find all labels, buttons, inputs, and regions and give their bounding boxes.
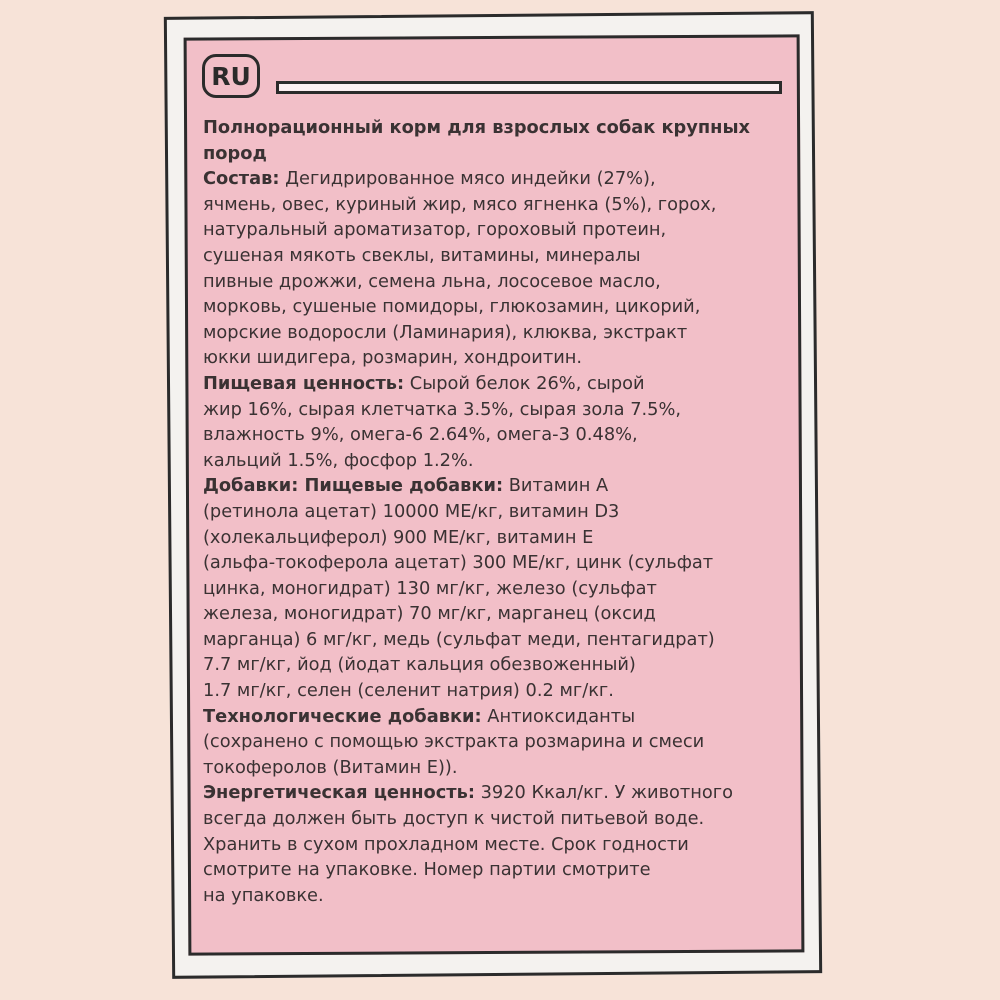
composition-line-7: морские водоросли (Ламинария), клюква, экстракт <box>203 321 688 343</box>
additives-line-9: 1.7 мг/кг, селен (селенит натрия) 0.2 мг/кг. <box>203 680 614 702</box>
additives-line-2: (ретинола ацетат) 10000 МЕ/кг, витамин D3 <box>203 500 620 522</box>
additives-line-7: марганца) 6 мг/кг, медь (сульфат меди, пентагидрат) <box>203 628 715 650</box>
composition-line-6: морковь, сушеные помидоры, глюкозамин, цикорий, <box>203 296 701 318</box>
product-title-line-2: пород <box>203 142 267 164</box>
energy-line-2: всегда должен быть доступ к чистой питьевой воде. <box>203 808 705 830</box>
composition-heading: Состав: <box>203 168 280 190</box>
additives-heading: Добавки: Пищевые добавки: <box>203 475 504 497</box>
composition-line-3: натуральный ароматизатор, гороховый протеин, <box>203 219 667 241</box>
additives-line-6: железа, моногидрат) 70 мг/кг, марганец (оксид <box>203 603 656 625</box>
energy-heading: Энергетическая ценность: <box>203 782 475 804</box>
product-title-line-1: Полнорационный корм для взрослых собак крупных <box>203 117 750 138</box>
nutrition-line-3: влажность 9%, омега-6 2.64%, омега-3 0.48%, <box>203 424 638 446</box>
tech-additives-line-1 <box>203 704 803 730</box>
additives-line-8: 7.7 мг/кг, йод (йодат кальция обезвоженный) <box>203 654 636 676</box>
tech-additives-line-3: токоферолов (Витамин Е)). <box>203 756 458 778</box>
additives-line-1 <box>203 473 803 499</box>
composition-line-4: сушеная мякоть свеклы, витамины, минералы <box>203 244 641 266</box>
additives-line-4: (альфа-токоферола ацетат) 300 МЕ/кг, цинк (сульфат <box>203 552 714 574</box>
energy-line-4: смотрите на упаковке. Номер партии смотрите <box>203 859 651 881</box>
additives-line-5: цинка, моногидрат) 130 мг/кг, железо (сульфат <box>203 577 657 599</box>
composition-text: Дегидрированное мясо индейки (27%), <box>279 168 656 190</box>
label-text <box>203 115 803 908</box>
tech-additives-text: Антиоксиданты <box>481 705 636 727</box>
composition-line-8: юкки шидигера, розмарин, хондроитин. <box>203 347 583 369</box>
nutrition-text: Сырой белок 26%, сырой <box>404 372 645 394</box>
additives-text: Витамин А <box>503 475 609 497</box>
additives-line-3: (холекальциферол) 900 МЕ/кг, витамин Е <box>203 526 594 548</box>
language-badge: RU <box>202 54 260 98</box>
tech-additives-line-2: (сохранено с помощью экстракта розмарина и смеси <box>203 731 705 753</box>
energy-line-3: Хранить в сухом прохладном месте. Срок годности <box>203 833 689 855</box>
energy-line-5: на упаковке. <box>203 884 324 906</box>
header-rule <box>276 81 782 94</box>
nutrition-line-2: жир 16%, сырая клетчатка 3.5%, сырая зола 7.5%, <box>203 398 682 420</box>
energy-text: 3920 Ккал/кг. У животного <box>474 782 734 804</box>
tech-additives-heading: Технологические добавки: <box>203 705 482 727</box>
energy-line-1 <box>203 780 803 806</box>
nutrition-heading: Пищевая ценность: <box>203 372 405 394</box>
composition-line-5: пивные дрожжи, семена льна, лососевое масло, <box>203 270 661 292</box>
composition-line-1 <box>203 166 803 192</box>
nutrition-line-1 <box>203 371 803 397</box>
composition-line-2: ячмень, овес, куриный жир, мясо ягненка (5%), горох, <box>203 193 717 215</box>
nutrition-line-4: кальций 1.5%, фосфор 1.2%. <box>203 449 474 471</box>
